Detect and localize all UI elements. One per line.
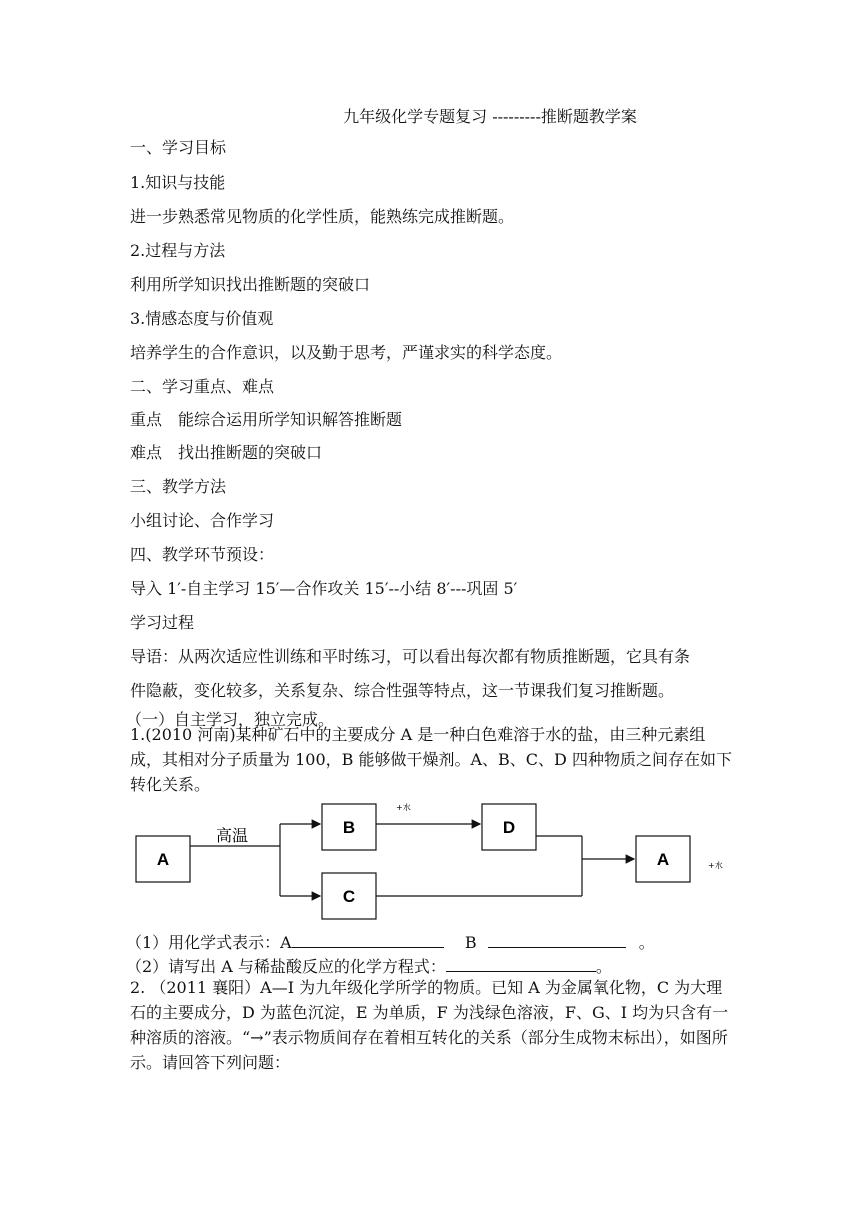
- box-a-result-label: A: [656, 850, 670, 869]
- q1-part2-end: 。: [595, 957, 612, 976]
- text-difficulty: 难点 找出推断题的突破口: [130, 443, 323, 462]
- question-1-part-1: [126, 930, 736, 953]
- text-method: 小组讨论、合作学习: [130, 511, 275, 530]
- answer-blank-b[interactable]: [488, 931, 626, 948]
- box-a-label: A: [156, 850, 170, 869]
- q1-part1-end: 。: [638, 933, 655, 952]
- section-heading-method: 三、教学方法: [130, 477, 227, 496]
- answer-blank-a[interactable]: [292, 931, 444, 948]
- intro-line-1: 导语：从两次适应性训练和平时练习，可以看出每次都有物质推断题，它具有条: [130, 647, 691, 666]
- page-title: 九年级化学专题复习 ---------推断题教学案: [343, 107, 637, 126]
- section-heading-steps: 四、教学环节预设：: [130, 545, 275, 564]
- question-1-text: 1.(2010 河南)某种矿石中的主要成分 A 是一种白色难溶于水的盐，由三种元素组成，其相对分子质量为 100，B 能够做干燥剂。A、B、C、D 四种物质之间存在如下转化关系。: [130, 725, 732, 794]
- label-high-temp: 高温: [216, 826, 249, 845]
- section-heading-focus: 二、学习重点、难点: [130, 377, 275, 396]
- part-heading-self-study: （一）自主学习，独立完成。: [126, 710, 335, 729]
- q1-part1-prefix: （1）用化学式表示：A: [126, 933, 292, 952]
- subheading-knowledge: 1.知识与技能: [130, 173, 226, 192]
- text-process: 利用所学知识找出推断题的突破口: [130, 275, 371, 294]
- q1-part2-prefix: （2）请写出 A 与稀盐酸反应的化学方程式：: [126, 957, 446, 976]
- subheading-attitude: 3.情感态度与价值观: [130, 309, 274, 328]
- text-key-point: 重点 能综合运用所学知识解答推断题: [130, 410, 403, 429]
- q1-part1-mid: B: [464, 933, 477, 952]
- box-d-label: D: [502, 818, 516, 837]
- question-1-part-2: [126, 954, 736, 977]
- text-knowledge: 进一步熟悉常见物质的化学性质，能熟练完成推断题。: [130, 207, 515, 226]
- subheading-process: 2.过程与方法: [130, 241, 226, 260]
- intro-line-2: 件隐蔽，变化较多，关系复杂、综合性强等特点，这一节课我们复习推断题。: [130, 681, 675, 700]
- section-heading-goals: 一、学习目标: [130, 138, 227, 157]
- box-b-label: B: [342, 818, 356, 837]
- label-plus-water-2: +水: [708, 861, 723, 870]
- question-2-text: 2. （2011 襄阳）A—I 为九年级化学所学的物质。已知 A 为金属氧化物，C 为大理石的主要成分，D 为蓝色沉淀，E 为单质，F 为浅绿色溶液，F、G、I 均为只含有一种溶质的溶液。“→”表示物质间存在着相互转化的关系（部分生成物末标出），如图所示。请回答下列问题：: [130, 978, 729, 1072]
- heading-learning-process: 学习过程: [130, 613, 195, 632]
- label-plus-water-1: +水: [396, 803, 411, 812]
- conversion-diagram: [130, 796, 730, 926]
- answer-blank-equation[interactable]: [446, 955, 596, 972]
- box-c-label: C: [342, 887, 356, 906]
- text-steps: 导入 1′-自主学习 15′—合作攻关 15′--小结 8′---巩固 5′: [130, 579, 518, 598]
- text-attitude: 培养学生的合作意识，以及勤于思考，严谨求实的科学态度。: [130, 343, 563, 362]
